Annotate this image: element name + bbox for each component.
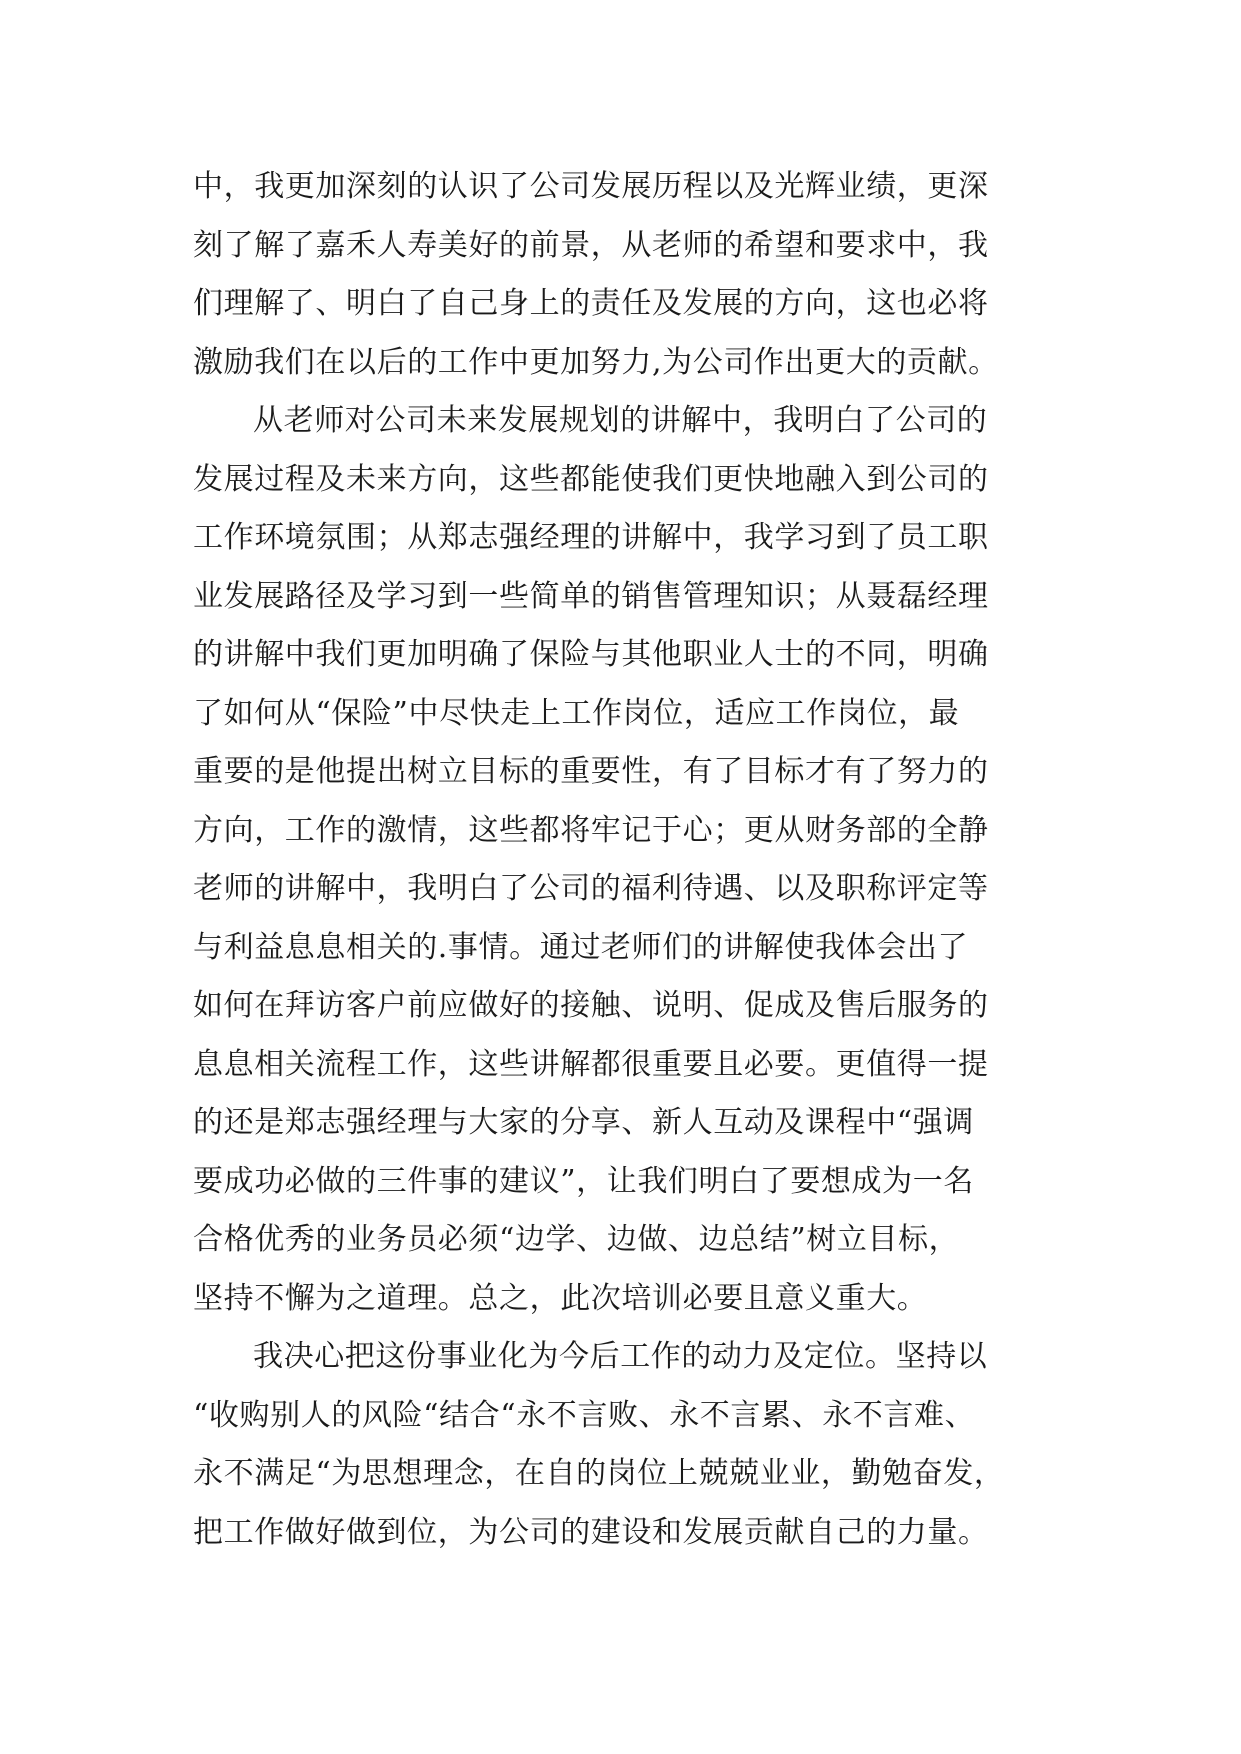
text-line: 业发展路径及学习到一些简单的销售管理知识；从聂磊经理 <box>193 578 989 614</box>
text-line: 与利益息息相关的.事情。通过老师们的讲解使我体会出了 <box>193 929 969 965</box>
text-line: 激励我们在以后的工作中更加努力,为公司作出更大的贡献。 <box>193 344 999 380</box>
text-line: 方向，工作的激情，这些都将牢记于心；更从财务部的全静 <box>193 812 989 848</box>
text-line: 了如何从“保险”中尽快走上工作岗位，适应工作岗位，最 <box>193 695 960 731</box>
text-line: 的还是郑志强经理与大家的分享、新人互动及课程中“强调 <box>193 1105 974 1140</box>
text-line: 息息相关流程工作，这些讲解都很重要且必要。更值得一提 <box>193 1046 989 1082</box>
text-line: 坚持不懈为之道理。总之，此次培训必要且意义重大。 <box>193 1280 928 1316</box>
text-line: 重要的是他提出树立目标的重要性，有了目标才有了努力的 <box>193 754 989 789</box>
text-line: 发展过程及未来方向，这些都能使我们更快地融入到公司的 <box>193 461 989 497</box>
text-line: “收购别人的风险“结合“永不言败、永不言累、永不言难、 <box>193 1397 976 1433</box>
text-line: 们理解了、明白了自己身上的责任及发展的方向，这也必将 <box>193 286 989 321</box>
text-line: 如何在拜访客户前应做好的接触、说明、促成及售后服务的 <box>193 988 989 1023</box>
text-line: 老师的讲解中，我明白了公司的福利待遇、以及职称评定等 <box>193 871 989 906</box>
text-line: 中，我更加深刻的认识了公司发展历程以及光辉业绩，更深 <box>193 169 989 204</box>
text-line: 的讲解中我们更加明确了保险与其他职业人士的不同，明确 <box>193 637 989 672</box>
text-line: 合格优秀的业务员必须“边学、边做、边总结”树立目标， <box>193 1222 960 1257</box>
text-line: 要成功必做的三件事的建议”，让我们明白了要想成为一名 <box>193 1163 974 1199</box>
paragraph-start-line: 我决心把这份事业化为今后工作的动力及定位。坚持以 <box>253 1339 988 1374</box>
paragraph-start-line: 从老师对公司未来发展规划的讲解中，我明白了公司的 <box>253 403 988 438</box>
text-line: 刻了解了嘉禾人寿美好的前景，从老师的希望和要求中，我 <box>193 227 989 263</box>
text-line: 把工作做好做到位，为公司的建设和发展贡献自己的力量。 <box>193 1514 989 1550</box>
text-line: 永不满足“为思想理念，在自的岗位上兢兢业业，勤勉奋发， <box>193 1456 1005 1491</box>
body-text <box>193 158 1073 1562</box>
text-line: 工作环境氛围；从郑志强经理的讲解中，我学习到了员工职 <box>193 520 989 555</box>
